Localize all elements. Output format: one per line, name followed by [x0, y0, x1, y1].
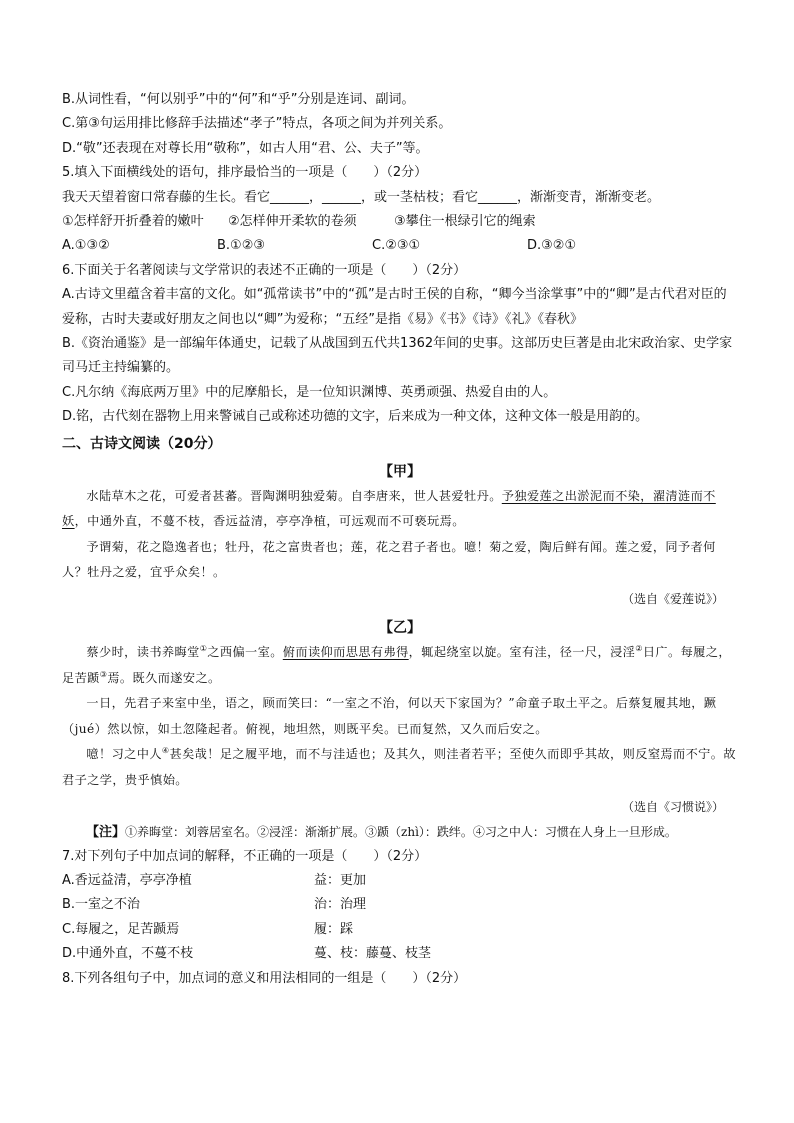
- q5-items: [62, 210, 738, 234]
- q4-option-c: C.第③句运用排比修辞手法描述“孝子”特点，各项之间为并列关系。: [62, 116, 452, 132]
- q5-stem: 5.填入下面横线处的语句，排序最恰当的一项是（ ）（2分）: [62, 165, 428, 181]
- q5-item-1: ①怎样舒开折叠着的嫩叶: [62, 214, 204, 230]
- footnote-marker-3: ③: [99, 669, 108, 679]
- q6-option-b: B.《资治通鉴》是一部编年体通史，记载了从战国到五代共1362年间的史事。这部历史巨著是由北宋政治家、史学家司马迁主持编纂的。: [62, 336, 733, 376]
- q7-gloss-b: 治：治理: [314, 897, 367, 913]
- passage-jia-source: （选自《爱莲说》）: [621, 592, 724, 607]
- footnote-marker-1: ①: [199, 644, 208, 653]
- q6-stem: 6.下面关于名著阅读与文学常识的表述不正确的一项是（ ）（2分）: [62, 262, 467, 278]
- q4-option-b: B.从词性看，“何以别乎”中的“何”和“乎”分别是连词、副词。: [62, 92, 415, 107]
- passage-yi-p3: [62, 742, 738, 793]
- q7-row-c: [62, 918, 738, 942]
- q5-option-b: B.①②③: [217, 238, 266, 254]
- note-label: 【注】: [86, 824, 126, 840]
- footnote-marker-4: ④: [161, 746, 170, 756]
- yi-p3-text: 噫！习之中人: [86, 747, 162, 762]
- q5-passage: 我天天望着窗口常春藤的生长。看它______，______，或一茎枯枝；看它______，渐渐变青，渐渐变老。: [62, 189, 661, 205]
- section-heading: 二、古诗文阅读（20分）: [62, 435, 222, 452]
- q6-option-c: C.凡尔纳《海底两万里》中的尼摩船长，是一位知识渊博、英勇顽强、热爱自由的人。: [62, 384, 557, 400]
- q6-option-d: D.铭，古代刻在器物上用来警诫自己或称述功德的文字，后来成为一种文体，这种文体一般是用韵的。: [62, 409, 649, 425]
- q5-item-2: ②怎样伸开柔软的卷须: [228, 214, 357, 230]
- passage-yi-p1: [62, 640, 738, 691]
- passage-yi-title: 【乙】: [379, 620, 421, 637]
- note-text: ①养晦堂：刘蓉居室名。②浸淫：渐渐扩展。③踬（zhì）：跌绊。④习之中人：习惯在人身上一旦形成。: [125, 824, 677, 839]
- jia-p1-text-cont: ，中通外直，不蔓不枝，香远益清，亭亭净植，可远观而不可亵玩焉。: [74, 514, 465, 529]
- jia-p1-text: 水陆草木之花，可爱者甚蕃。晋陶渊明独爱菊。自李唐来，世人甚爱牡丹。: [86, 488, 502, 503]
- yi-p1-text-c: ，辄起绕室以旋。室有洼，径一尺，浸淫: [408, 645, 636, 660]
- footnote-marker-2: ②: [635, 644, 643, 653]
- jia-underlined-sentence-cont: 清涟而不妖: [62, 488, 716, 529]
- q7-stem: 7.对下列句子中加点词的解释，不正确的一项是（ ）（2分）: [62, 848, 428, 864]
- q7-row-b: [62, 893, 738, 917]
- annotation-note: [62, 820, 738, 845]
- q7-sentence-b: B.一室之不治: [62, 897, 141, 913]
- passage-jia-p1: [62, 484, 738, 535]
- q5-options: [62, 234, 738, 258]
- q5-item-3: ③攀住一根绿引它的绳索: [394, 214, 536, 230]
- yi-p3-text-b: 甚矣哉！足之履平地，而不与洼适也；及其久，则洼者若平；至使久而即乎其故，则反窒焉而不宁。故君子之学，贵乎慎始。: [62, 747, 736, 788]
- q8-stem: 8.下列各组句子中，加点词的意义和用法相同的一组是（ ）（2分）: [62, 970, 467, 986]
- passage-jia-title: 【甲】: [379, 463, 421, 480]
- q5-option-c: C.②③①: [372, 238, 421, 254]
- q7-sentence-a: A.香远益清，亭亭净植: [62, 873, 192, 889]
- q7-gloss-d: 蔓、枝：藤蔓、枝茎: [314, 946, 432, 962]
- q6-option-a: A.古诗文里蕴含着丰富的文化。如“孤常读书”中的“孤”是古时王侯的自称，“卿今当涂掌事”中的“卿”是古代君对臣的爱称，古时夫妻或好朋友之间也以“卿”为爱称；“五经”是指《易》《书》《诗》《礼》《春秋》: [62, 287, 727, 327]
- q7-row-d: [62, 942, 738, 966]
- yi-p1-text-b: 之西偏一室。: [207, 645, 283, 660]
- passage-jia-p2: 予谓菊，花之隐逸者也；牡丹，花之富贵者也；莲，花之君子者也。噫！菊之爱，陶后鲜有闻。莲之爱，同予者何人？牡丹之爱，宜乎众矣！。: [62, 539, 716, 580]
- q7-gloss-c: 履：踩: [314, 921, 354, 937]
- q5-option-a: A.①③②: [62, 238, 110, 254]
- yi-p1-text: 蔡少时，读书养晦堂: [86, 645, 200, 660]
- yi-p1-text-e: 焉。既久而遂安之。: [107, 670, 221, 685]
- q5-option-d: D.③②①: [527, 238, 577, 254]
- jia-underlined-sentence: 予独爱莲之出淤泥而不染，濯: [501, 488, 666, 503]
- q7-gloss-a: 益：更加: [314, 873, 367, 889]
- yi-p1-text-d: 日广。每履之，足苦踬: [62, 645, 731, 685]
- q7-row-a: [62, 869, 738, 893]
- yi-underlined-sentence: 俯而读仰而思思有弗得: [282, 645, 409, 660]
- q7-sentence-c: C.每履之，足苦踬焉: [62, 921, 180, 937]
- exam-page: [62, 88, 738, 991]
- passage-yi-source: （选自《习惯说》）: [621, 799, 724, 814]
- q4-option-d: D.“敬”还表现在对尊长用“敬称”，如古人用“君、公、夫子”等。: [62, 140, 429, 156]
- passage-yi-p2: 一日，先君子来室中坐，语之，顾而笑曰：“一室之不治，何以天下家国为？”命童子取土平之。后蔡复履其地，蹶（jué）然以惊，如土忽隆起者。俯视，地坦然，则既平矣。已而复然，又久而后安之。: [62, 696, 717, 736]
- q7-sentence-d: D.中通外直，不蔓不枝: [62, 946, 194, 962]
